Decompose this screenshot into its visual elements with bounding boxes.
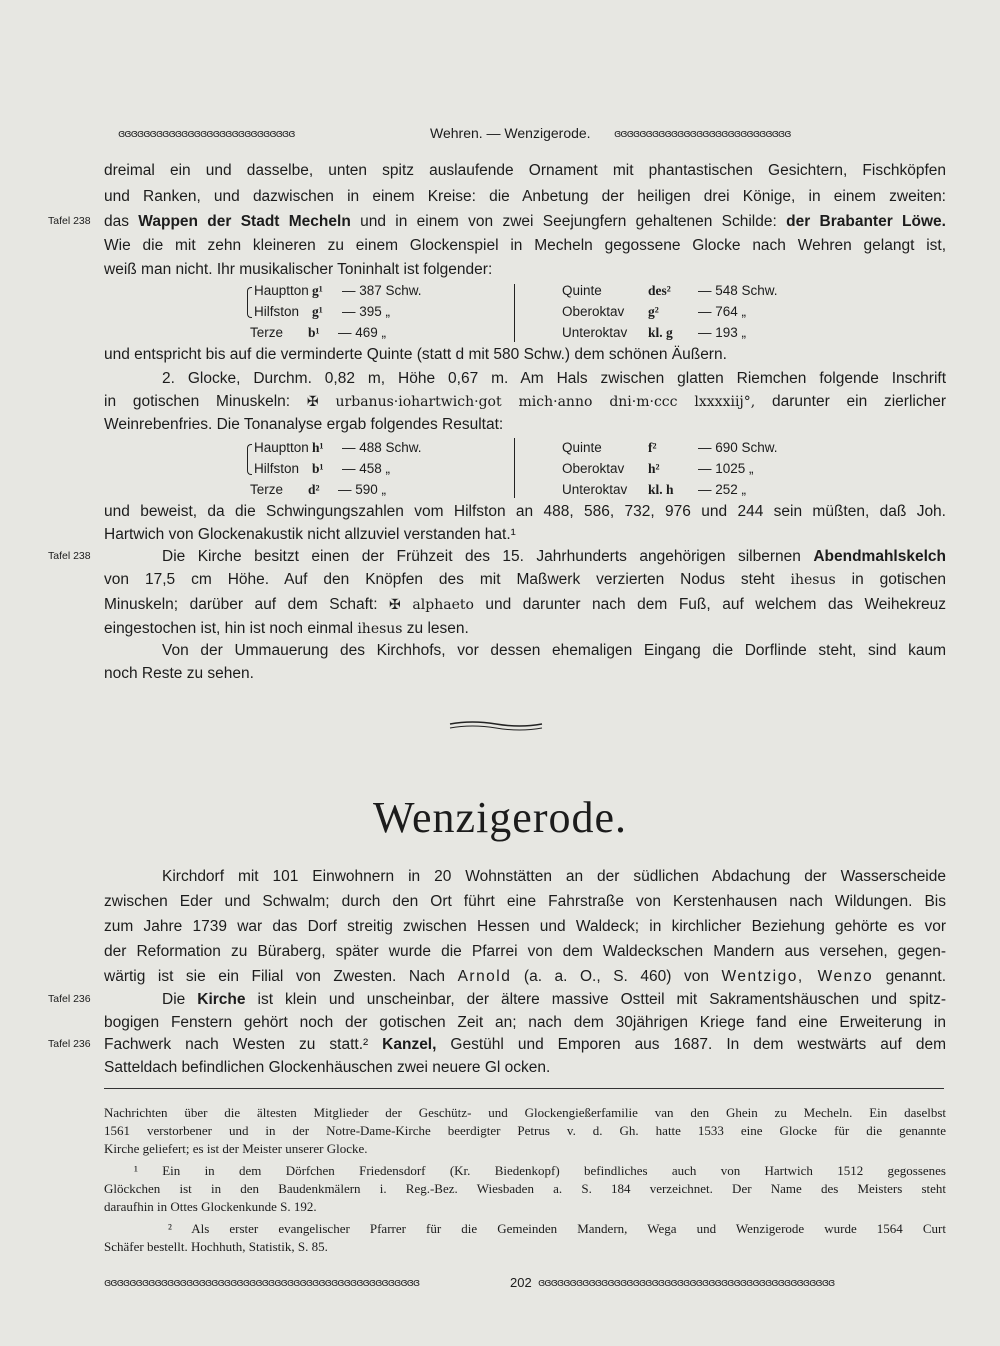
margin-note: Tafel 236 [48,993,91,1005]
column-divider [514,284,515,342]
footnote-line: Nachrichten über die ältesten Mitglieder der Geschütz- und Glockengießerfamilie van den Ghein zu Mecheln. Ein daselbst [104,1105,946,1120]
margin-note: Tafel 236 [48,1038,91,1050]
text-line: zum Jahre 1739 war das Dorf streitig zwischen Hessen und Waldeck; in kirchlicher Beziehung gehörte es vor [104,918,946,935]
brace [247,444,252,475]
footnote-line: 1561 verstorbener und in der Notre-Dame-Kirche beerdigter Petrus v. d. Gh. hatte 1533 eine Glocke für die genannte [104,1123,946,1138]
text-line: zwischen Eder und Schwalm; durch den Ort führt eine Fahrstraße von Kerstenhausen nach Wildungen. Bis [104,893,946,910]
text-line: und entspricht bis auf die verminderte Quinte (statt d mit 580 Schw.) dem schönen Äußern. [104,346,727,363]
text-line: 2. Glocke, Durchm. 0,82 m, Höhe 0,67 m. Am Hals zwischen glatten Riemchen folgende Inschrift [162,370,946,387]
text-line: und beweist, da die Schwingungszahlen vom Hilfston an 488, 586, 732, 976 und 244 sein müßten, daß Joh. [104,503,946,520]
text-line: bogigen Fenstern gehört noch der gotischen Zeit an; nach dem 30jährigen Kriege fand eine Erweiterung in [104,1014,946,1031]
column-divider [514,438,515,498]
text-line: der Reformation zu Büraberg, später wurde die Pfarrei von dem Waldeckschen Mandern aus versehen, gegen- [104,943,946,960]
text-line: Weinrebenfries. Die Tonanalyse ergab folgendes Resultat: [104,416,504,433]
text-line: dreimal ein und dasselbe, unten spitz auslaufende Ornament mit phantastischen Gesichtern, Fischköpfen [104,162,946,179]
tone-row: Terze d² — 590 „ [250,482,387,497]
tone-row: Hauptton h¹ — 488 Schw. [254,440,422,455]
tone-row: Oberoktav g² — 764 „ [562,304,747,319]
tone-row: Hauptton g¹ — 387 Schw. [254,283,422,298]
footer-ornament-right: ɞɞɞɞɞɞɞɞɞɞɞɞɞɞɞɞɞɞɞɞɞɞɞɞɞɞɞɞɞɞɞɞɞɞɞɞɞɞɞɞɞɞɞɞɞɞɞ [538,1276,835,1289]
page-number: 202 [510,1275,532,1290]
text-line: Kirchdorf mit 101 Einwohnern in 20 Wohnstätten an der südlichen Abdachung der Wasserscheide [162,868,946,885]
footnote-line: ² Als erster evangelischer Pfarrer für die Gemeinden Mandern, Wega und Wenzigerode wurde 1564 Curt [168,1221,946,1236]
footnote-line: Schäfer bestellt. Hochhuth, Statistik, S. 85. [104,1239,328,1254]
text-line: Die Kirche ist klein und unscheinbar, der ältere massive Ostteil mit Sakramentshäuschen und spitz- [162,991,946,1008]
section-title: Wenzigerode. [373,793,627,842]
text-line: eingestochen ist, hin ist noch einmal ihesus zu lesen. [104,620,469,637]
footnote-line: Kirche geliefert; es ist der Meister unserer Glocke. [104,1141,368,1156]
tone-row: Hilfston g¹ — 395 „ [254,304,391,319]
tone-row: Unteroktav kl. g — 193 „ [562,325,747,340]
running-header: Wehren. — Wenzigerode. [430,125,591,141]
footnote-line: ¹ Ein in dem Dörfchen Friedensdorf (Kr. Biedenkopf) befindliches auch von Hartwich 1512 gegossenes [134,1163,946,1178]
brace [247,287,252,318]
text-line: wärtig ist sie ein Filial von Zwesten. Nach Arnold (a. a. O., S. 460) von Wentzigo, Wenzo genannt. [104,968,946,985]
footnote-rule [104,1088,944,1089]
text-line: Satteldach befindlichen Glockenhäuschen zwei neuere Gl ocken. [104,1059,551,1076]
text-line: Hartwich von Glockenakustik nicht allzuviel verstanden hat.¹ [104,526,516,543]
text-line: noch Reste zu sehen. [104,665,254,682]
tone-row: Hilfston b¹ — 458 „ [254,461,391,476]
margin-note: Tafel 238 [48,550,91,562]
tone-row: Quinte f² — 690 Schw. [562,440,778,455]
footnote-line: daraufhin in Ottes Glockenkunde S. 192. [104,1199,317,1214]
wave-divider [448,718,544,734]
text-line: Die Kirche besitzt einen der Frühzeit des 15. Jahrhunderts angehörigen silbernen Abendmahlskelch [162,548,946,565]
tone-row: Terze b¹ — 469 „ [250,325,387,340]
header-ornament-right: ɞɞɞɞɞɞɞɞɞɞɞɞɞɞɞɞɞɞɞɞɞɞɞɞɞɞɞɞ [614,127,791,140]
footer-ornament-left: ɞɞɞɞɞɞɞɞɞɞɞɞɞɞɞɞɞɞɞɞɞɞɞɞɞɞɞɞɞɞɞɞɞɞɞɞɞɞɞɞɞɞɞɞɞɞɞɞɞɞ [104,1276,420,1289]
text-line: Minuskeln; darüber auf dem Schaft: ✠ alphaeto und darunter nach dem Fuß, auf welchem das Weihekreuz [104,596,947,613]
tone-row: Quinte des² — 548 Schw. [562,283,778,298]
tone-row: Oberoktav h² — 1025 „ [562,461,754,476]
text-line: von 17,5 cm Höhe. Auf den Knöpfen des mit Maßwerk verzierten Nodus steht ihesus in gotischen [104,571,947,588]
margin-note: Tafel 238 [48,215,91,227]
tone-row: Unteroktav kl. h — 252 „ [562,482,747,497]
text-line: in gotischen Minuskeln: ✠ urbanus·iohartwich·got mich·anno dni·m·ccc lxxxxiij°, darunter ein zierlicher [104,393,947,410]
text-line: weiß man nicht. Ihr musikalischer Toninhalt ist folgender: [104,261,493,278]
header-ornament-left: ɞɞɞɞɞɞɞɞɞɞɞɞɞɞɞɞɞɞɞɞɞɞɞɞɞɞɞɞ [118,127,295,140]
text-line: Fachwerk nach Westen zu statt.² Kanzel, Gestühl und Emporen aus 1687. In dem westwärts auf dem [104,1036,946,1053]
text-line: Wie die mit zehn kleineren zu einem Glockenspiel in Mecheln gegossene Glocke nach Wehren gelangt ist, [104,237,946,254]
text-line: Von der Ummauerung des Kirchhofs, vor dessen ehemaligen Eingang die Dorflinde steht, sind kaum [162,642,946,659]
text-line: und Ranken, und dazwischen in einem Kreise: die Anbetung der heiligen drei Könige, in einem zweiten: [104,188,946,205]
text-line: das Wappen der Stadt Mecheln und in einem von zwei Seejungfern gehaltenen Schilde: der Brabanter Löwe. [104,213,946,230]
footnote-line: Glöckchen ist in den Baudenkmälern i. Reg.-Bez. Wiesbaden a. S. 184 verzeichnet. Der Name des Meisters steht [104,1181,946,1196]
